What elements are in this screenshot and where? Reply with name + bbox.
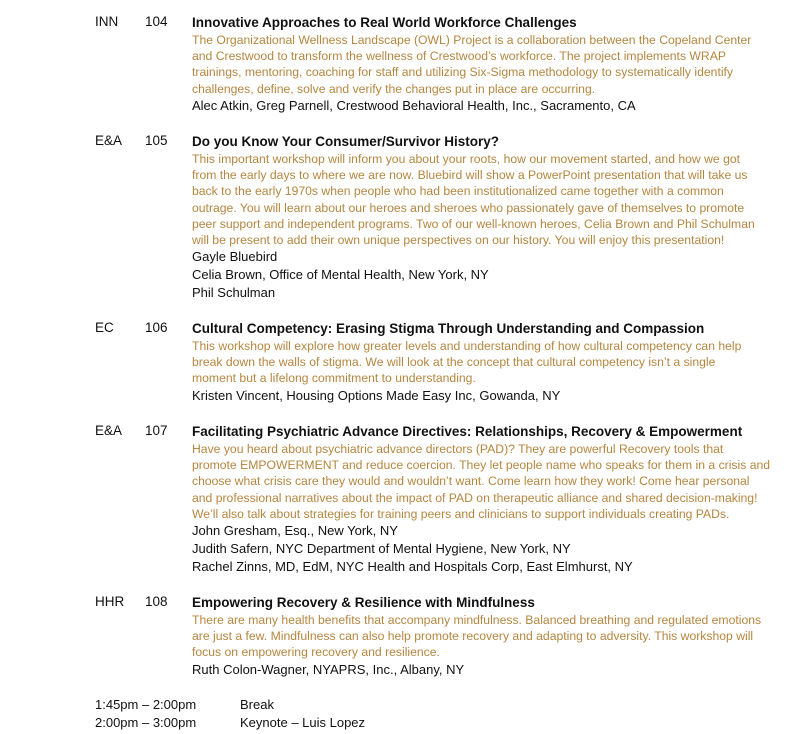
presenter: John Gresham, Esq., New York, NY [192,523,398,539]
description-line: outrage. You will learn about our heroes and sheroes who passionately gave of themselves to promote [192,200,745,215]
description-line: Have you heard about psychiatric advance directors (PAD)? They are powerful Recovery tools that [192,442,724,456]
description-line: break down the walls of stigma. We will look at the concept that cultural competency isn’t a single [192,355,716,370]
session-description [192,151,777,248]
description-line: will be present to add their own unique perspectives on our history. You will enjoy this presentation! [192,233,725,248]
session-content [192,133,777,302]
session-track: E&A [95,133,123,148]
description-line: and Crestwood to transform the wellness of Crestwood’s workforce. The project implements WRAP [192,49,726,64]
session-content [192,320,777,405]
session-track: E&A [95,423,123,438]
description-line: moment but a lifelong commitment to understanding. [192,371,476,386]
schedule-row-break [95,697,795,715]
description-line: from the early days to where we are now. Bluebird will show a PowerPoint presentation that will take us [192,168,748,183]
session-description [192,612,777,661]
presenter: Gayle Bluebird [192,249,278,265]
session-track: HHR [95,594,125,609]
schedule-event: Break [240,697,274,712]
presenter: Alec Atkin, Greg Parnell, Crestwood Behavioral Health, Inc., Sacramento, CA [192,97,636,113]
description-line: This important workshop will inform you about your roots, how our movement started, and how we got [192,152,741,166]
schedule-event: Keynote – Luis Lopez [240,715,366,730]
description-line: promote EMPOWERMENT and reduce coercion. They let people name who speaks for them in a crisis and [192,458,771,473]
description-line: back to the early 1970s when people who had been institutionalized came together with a common [192,184,724,199]
presenter: Judith Safern, NYC Department of Mental Hygiene, New York, NY [192,541,571,557]
session-description [192,32,777,97]
description-line: and professional narratives about the impact of PAD on therapeutic alliance and shared decision-making! [192,490,758,505]
description-line: challenges, define, solve and verify the changes put in place are occurring. [192,81,596,96]
description-line: There are many health benefits that accompany mindfulness. Balanced breathing and regulated emotions [192,613,762,627]
session-content [192,594,777,679]
description-line: choose what crisis care they would and wouldn’t want. Come learn how they work! Come hear personal [192,474,750,489]
description-line: peer support and independent programs. Two of our well-known heroes, Celia Brown and Phil Schulman [192,216,755,231]
presenter: Kristen Vincent, Housing Options Made Easy Inc, Gowanda, NY [192,387,561,403]
session-description [192,441,777,522]
session-track: INN [95,14,119,29]
session-description [192,338,777,387]
session-title: Facilitating Psychiatric Advance Directives: Relationships, Recovery & Empowerment [192,424,743,439]
schedule-row-keynote [95,715,795,733]
session-title: Empowering Recovery & Resilience with Mindfulness [192,595,535,610]
description-line: are just a few. Mindfulness can also help promote recovery and adapting to adversity. This workshop will [192,629,754,644]
session-content [192,423,777,576]
presenter: Ruth Colon-Wagner, NYAPRS, Inc., Albany, NY [192,661,465,677]
session-number: 105 [145,133,168,148]
session-content [192,14,777,115]
description-line: trainings, mentoring, coaching for staff and utilizing Six-Sigma methodology to systematically identify [192,65,734,80]
schedule-time: 2:00pm – 3:00pm [95,715,197,730]
session-number: 106 [145,320,168,335]
schedule-time: 1:45pm – 2:00pm [95,697,197,712]
description-line: The Organizational Wellness Landscape (OWL) Project is a collaboration between the Copeland Center [192,33,752,47]
session-title: Innovative Approaches to Real World Workforce Challenges [192,15,577,30]
session-number: 108 [145,594,168,609]
presenter: Celia Brown, Office of Mental Health, New York, NY [192,267,489,283]
session-number: 107 [145,423,168,438]
session-track: EC [95,320,114,335]
session-number: 104 [145,14,168,29]
description-line: This workshop will explore how greater levels and understanding of how cultural competency can help [192,339,742,353]
presenter: Phil Schulman [192,285,276,301]
presenter: Rachel Zinns, MD, EdM, NYC Health and Hospitals Corp, East Elmhurst, NY [192,559,633,575]
description-line: We’ll also talk about strategies for training peers and clinicians to support individuals creating PADs. [192,506,730,521]
description-line: focus on empowering recovery and resilience. [192,645,440,660]
session-title: Do you Know Your Consumer/Survivor History? [192,134,500,149]
session-title: Cultural Competency: Erasing Stigma Through Understanding and Compassion [192,321,705,336]
